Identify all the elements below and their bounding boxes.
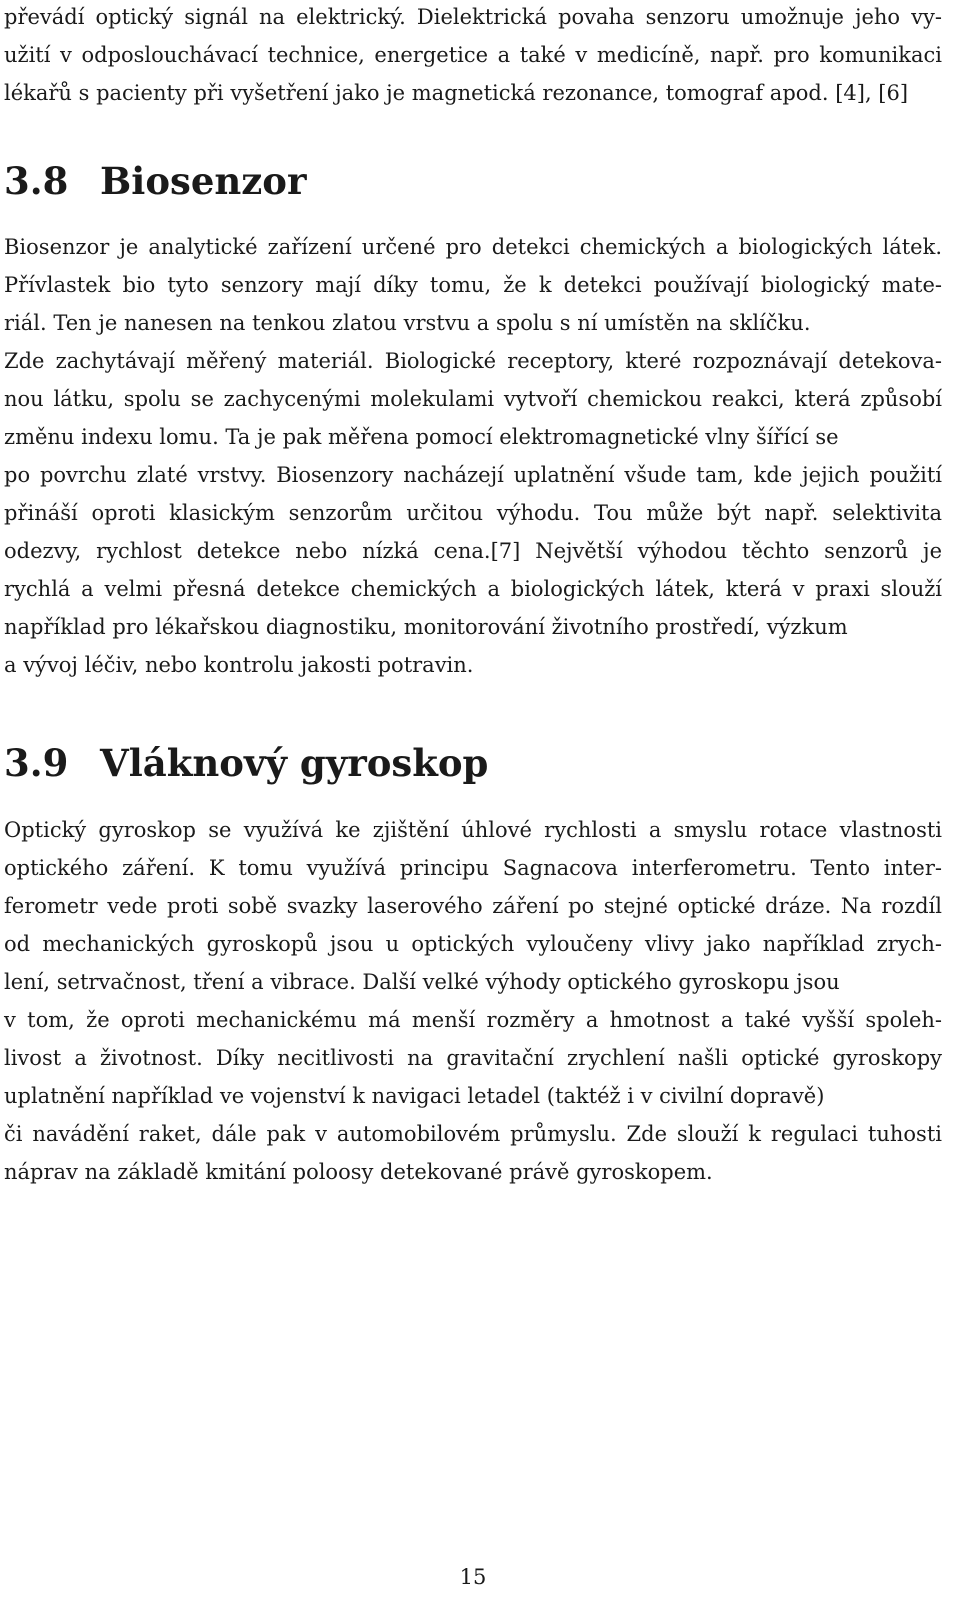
paragraph-line: či navádění raket, dále pak v automobilovém průmyslu. Zde slouží k regulaci tuhosti xyxy=(4,1122,942,1146)
paragraph-line: uplatnění například ve vojenství k navigaci letadel (taktéž i v civilní dopravě) xyxy=(4,1084,825,1108)
section-title: Vláknový gyroskop xyxy=(100,741,489,785)
document-page xyxy=(4,0,942,1597)
paragraph-line: například pro lékařskou diagnostiku, monitorování životního prostředí, výzkum xyxy=(4,615,848,639)
section-number: 3.8 xyxy=(4,159,69,203)
section-number: 3.9 xyxy=(4,741,69,785)
paragraph-line: livost a životnost. Díky necitlivosti na gravitační zrychlení našli optické gyroskopy xyxy=(4,1046,942,1070)
paragraph-line: riál. Ten je nanesen na tenkou zlatou vrstvu a spolu s ní umístěn na sklíčku. xyxy=(4,311,811,335)
paragraph-line: Biosenzor je analytické zařízení určené pro detekci chemických a biologických látek. xyxy=(4,235,942,259)
paragraph-line: rychlá a velmi přesná detekce chemických a biologických látek, která v praxi slouží xyxy=(4,577,942,601)
paragraph-line: Optický gyroskop se využívá ke zjištění úhlové rychlosti a smyslu rotace vlastnosti xyxy=(4,818,942,842)
paragraph-line: ferometr vede proti sobě svazky laserového záření po stejné optické dráze. Na rozdíl xyxy=(4,894,942,918)
paragraph-line: optického záření. K tomu využívá principu Sagnacova interferometru. Tento inter- xyxy=(4,856,942,880)
paragraph-line: náprav na základě kmitání poloosy detekované právě gyroskopem. xyxy=(4,1160,713,1184)
paragraph-line: od mechanických gyroskopů jsou u optických vyloučeny vlivy jako například zrych- xyxy=(4,932,942,956)
paragraph-line: lení, setrvačnost, tření a vibrace. Další velké výhody optického gyroskopu jsou xyxy=(4,970,840,994)
section-title: Biosenzor xyxy=(100,159,307,203)
paragraph-line: Přívlastek bio tyto senzory mají díky tomu, že k detekci používají biologický mate- xyxy=(4,273,942,297)
paragraph-line: odezvy, rychlost detekce nebo nízká cena.[7] Největší výhodou těchto senzorů je xyxy=(4,539,942,563)
paragraph-line: převádí optický signál na elektrický. Dielektrická povaha senzoru umožnuje jeho vy- xyxy=(4,5,942,29)
section-heading-3-8 xyxy=(4,158,306,204)
paragraph-line: a vývoj léčiv, nebo kontrolu jakosti potravin. xyxy=(4,653,474,677)
paragraph-line: lékařů s pacienty při vyšetření jako je magnetická rezonance, tomograf apod. [4], [6] xyxy=(4,81,909,105)
section-heading-3-9 xyxy=(4,740,488,786)
paragraph-line: nou látku, spolu se zachycenými molekulami vytvoří chemickou reakci, která způsobí xyxy=(4,387,942,411)
paragraph-line: po povrchu zlaté vrstvy. Biosenzory nacházejí uplatnění všude tam, kde jejich použití xyxy=(4,463,942,487)
paragraph-line: změnu indexu lomu. Ta je pak měřena pomocí elektromagnetické vlny šířící se xyxy=(4,425,839,449)
paragraph-line: v tom, že oproti mechanickému má menší rozměry a hmotnost a také vyšší spoleh- xyxy=(4,1008,942,1032)
page-number: 15 xyxy=(459,1565,487,1589)
paragraph-line: Zde zachytávají měřený materiál. Biologické receptory, které rozpoznávají detekova- xyxy=(4,349,942,373)
paragraph-line: přináší oproti klasickým senzorům určitou výhodu. Tou může být např. selektivita xyxy=(4,501,942,525)
paragraph-line: užití v odposlouchávací technice, energetice a také v medicíně, např. pro komunikaci xyxy=(4,43,942,67)
